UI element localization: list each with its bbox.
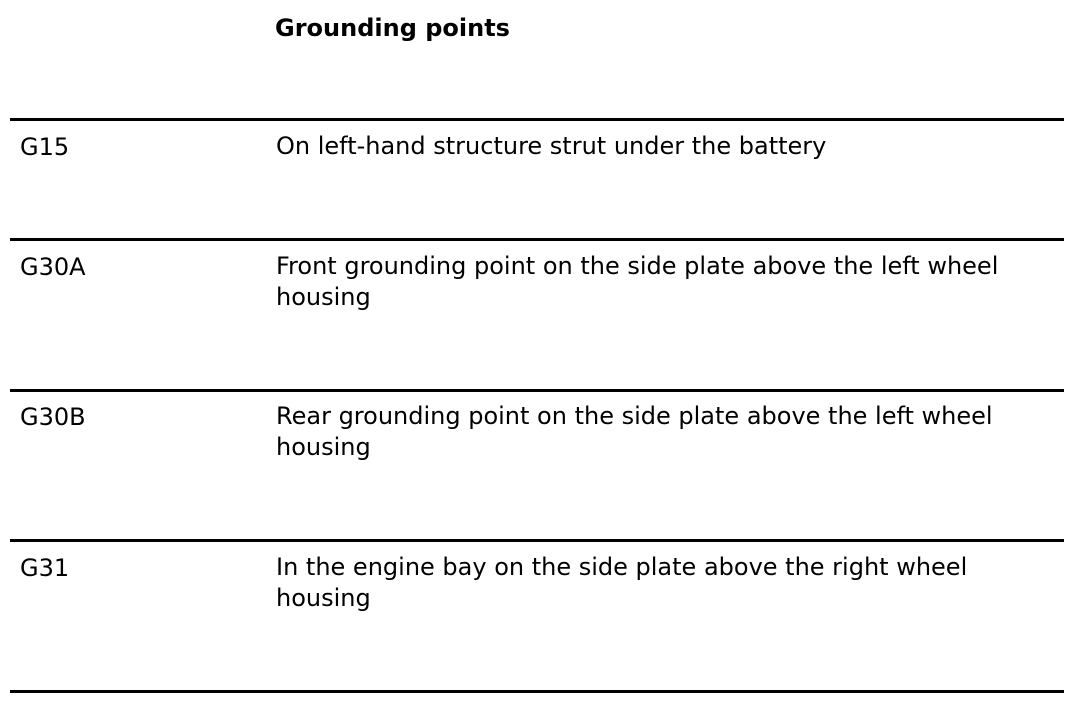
ground-code: G15: [20, 133, 70, 161]
ground-code: G30A: [20, 253, 86, 281]
row-divider: [10, 389, 1064, 392]
ground-description: Front grounding point on the side plate above the left wheel housing: [276, 252, 999, 311]
row-divider: [10, 238, 1064, 241]
ground-description: In the engine bay on the side plate above the right wheel housing: [276, 553, 968, 612]
row-divider: [10, 690, 1064, 693]
row-divider: [10, 539, 1064, 542]
ground-code: G30B: [20, 403, 86, 431]
ground-code: G31: [20, 554, 70, 582]
ground-description: On left-hand structure strut under the battery: [276, 132, 827, 160]
table-heading: Grounding points: [275, 14, 510, 42]
row-divider: [10, 118, 1064, 121]
ground-description: Rear grounding point on the side plate above the left wheel housing: [276, 402, 993, 461]
